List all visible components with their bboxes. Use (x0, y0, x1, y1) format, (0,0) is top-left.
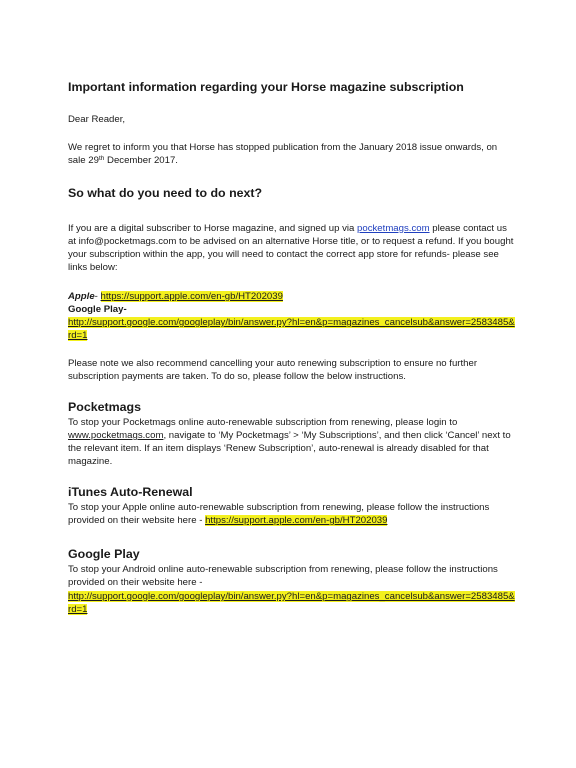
itunes-support-link[interactable]: https://support.apple.com/en-gb/HT202039 (205, 515, 388, 526)
google-play-heading: Google Play (68, 547, 140, 561)
apple-line (68, 290, 516, 303)
pocketmags-heading: Pocketmags (68, 400, 142, 414)
apple-support-link[interactable]: https://support.apple.com/en-gb/HT202039 (100, 291, 283, 302)
itunes-heading: iTunes Auto-Renewal (68, 485, 193, 499)
itunes-instructions (68, 501, 516, 527)
digital-post: please contact us at info@pocketmags.com to be advised on an alternative Horse title, or to request a refund. If you bought your subscription within the app, you will need to contact the correct app store for refunds- please see links below: (68, 223, 514, 273)
next-steps-heading: So what do you need to do next? (68, 186, 263, 200)
google-play-url-line-1 (68, 590, 516, 603)
pocketmags-site-link[interactable]: www.pocketmags.com (68, 430, 164, 441)
google-play-label: Google Play- (68, 304, 127, 315)
greeting: Dear Reader, (68, 114, 126, 125)
google-url-line-1 (68, 316, 516, 329)
google-play-url-line-2 (68, 603, 516, 616)
digital-pre: If you are a digital subscriber to Horse magazine, and signed up via (68, 223, 358, 234)
pocketmags-post: , navigate to ‘My Pocketmags’ > ‘My Subscriptions’, and then click ‘Cancel’ next to the relevant item. If an item displays ‘Renew Subscription’, auto-renewal is already disabled for that magazine. (68, 430, 511, 467)
google-support-link[interactable]: http://support.google.com/googleplay/bin/answer.py?hl=en&p=magazines_cancelsub&answer=2583485& (68, 317, 515, 328)
intro-paragraph (68, 141, 516, 167)
store-links (68, 290, 516, 342)
digital-subscriber-paragraph (68, 222, 516, 274)
pocketmags-link[interactable]: pocketmags.com (357, 223, 430, 234)
google-support-link-cont[interactable]: rd=1 (68, 330, 88, 341)
google-play-url-block (68, 590, 516, 616)
google-play-support-link[interactable]: http://support.google.com/googleplay/bin/answer.py?hl=en&p=magazines_cancelsub&answer=2583485& (68, 591, 515, 602)
apple-separator: - (94, 291, 101, 302)
page-title: Important information regarding your Horse magazine subscription (68, 80, 464, 94)
google-play-support-link-cont[interactable]: rd=1 (68, 604, 88, 615)
pocketmags-pre: To stop your Pocketmags online auto-renewable subscription from renewing, please login to (68, 417, 458, 428)
intro-superscript: th (98, 155, 105, 162)
itunes-pre: To stop your Apple online auto-renewable subscription from renewing, please follow the instructions provided on their website here - (68, 502, 490, 526)
apple-label: Apple (68, 291, 95, 302)
google-url-line-2 (68, 329, 516, 342)
intro-text: We regret to inform you that Horse has stopped publication from the January 2018 issue onwards, on sale 29 (68, 142, 498, 166)
intro-tail: December 2017. (104, 155, 178, 166)
renewal-note: Please note we also recommend cancelling your auto renewing subscription to ensure no further subscription payments are taken. To do so, please follow the below instructions. (68, 358, 478, 382)
pocketmags-instructions (68, 416, 516, 468)
google-play-instructions: To stop your Android online auto-renewable subscription from renewing, please follow the instructions provided on their website here - (68, 564, 498, 588)
